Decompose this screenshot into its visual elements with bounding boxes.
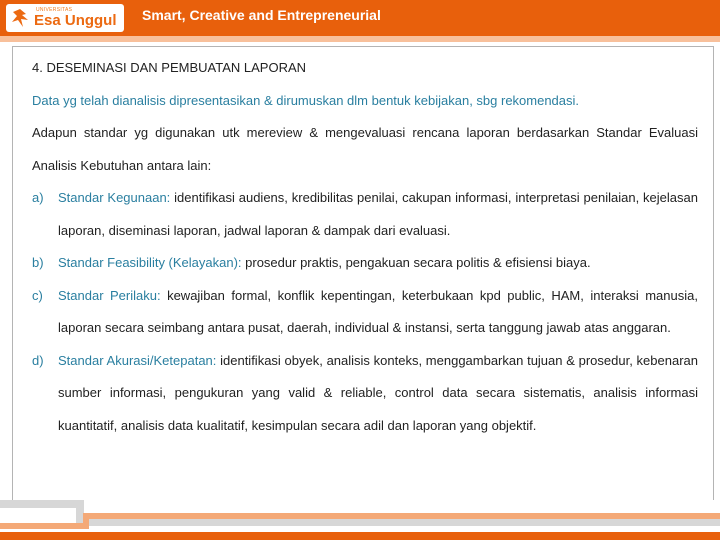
logo-university-text: UNIVERSITAS: [36, 7, 73, 13]
tagline: Smart, Creative and Entrepreneurial: [142, 7, 381, 23]
list-item-text: kewajiban formal, konflik kepentingan, keterbukaan kpd public, HAM, interaksi manusia, laporan secara seimbang antara pusat, daerah, individual & instansi, serta tanggung jawab atas anggaran.: [58, 287, 698, 335]
list-item-body: [58, 182, 698, 247]
logo-name: Esa Unggul: [34, 12, 117, 29]
list-item: [32, 247, 698, 280]
list-item: [32, 345, 698, 443]
list-marker: c): [32, 287, 43, 303]
list-item-body: [58, 280, 698, 345]
list-item-body: [58, 247, 698, 280]
list-item-label: Standar Feasibility (Kelayakan):: [58, 255, 242, 270]
list-item-text: identifikasi obyek, analisis konteks, menggambarkan tujuan & prosedur, kebenaran sumber informasi, pengukuran yang valid & reliable, control data secara sistematis, analisis informasi kuantitatif, analisis data kualitatif, kesimpulan secara adil dan laporan yang objektif.: [58, 352, 698, 433]
list-item-text: prosedur praktis, pengakuan secara politis & efisiensi biaya.: [241, 255, 591, 270]
lead-text: Adapun standar yg digunakan utk mereview & mengevaluasi rencana laporan berdasarkan Standar Evaluasi Analisis Kebutuhan antara lain:: [32, 125, 698, 173]
list-item-label: Standar Akurasi/Ketepatan:: [58, 352, 217, 368]
intro-text: Data yg telah dianalisis dipresentasikan & dirumuskan dlm bentuk kebijakan, sbg rekomendasi.: [32, 92, 580, 108]
list-marker: b): [32, 255, 44, 270]
list-marker: a): [32, 190, 44, 205]
slide-content: [32, 52, 698, 442]
logo: [6, 4, 124, 32]
list-item-label: Standar Kegunaan:: [58, 190, 171, 205]
list-item: [32, 280, 698, 345]
list-item-body: [58, 345, 698, 443]
logo-mark-icon: [10, 8, 30, 28]
list-item-label: Standar Perilaku:: [58, 287, 161, 303]
list-marker: d): [32, 352, 44, 368]
list-item-text: identifikasi audiens, kredibilitas penilai, cakupan informasi, interpretasi penilaian, kejelasan laporan, diseminasi laporan, jadwal laporan & dampak dari evaluasi.: [58, 190, 698, 238]
section-heading: 4. DESEMINASI DAN PEMBUATAN LAPORAN: [32, 60, 307, 75]
header-underline: [0, 36, 720, 42]
header-bar: [0, 0, 720, 36]
footer-decoration: [0, 500, 720, 540]
list-item: [32, 182, 698, 247]
